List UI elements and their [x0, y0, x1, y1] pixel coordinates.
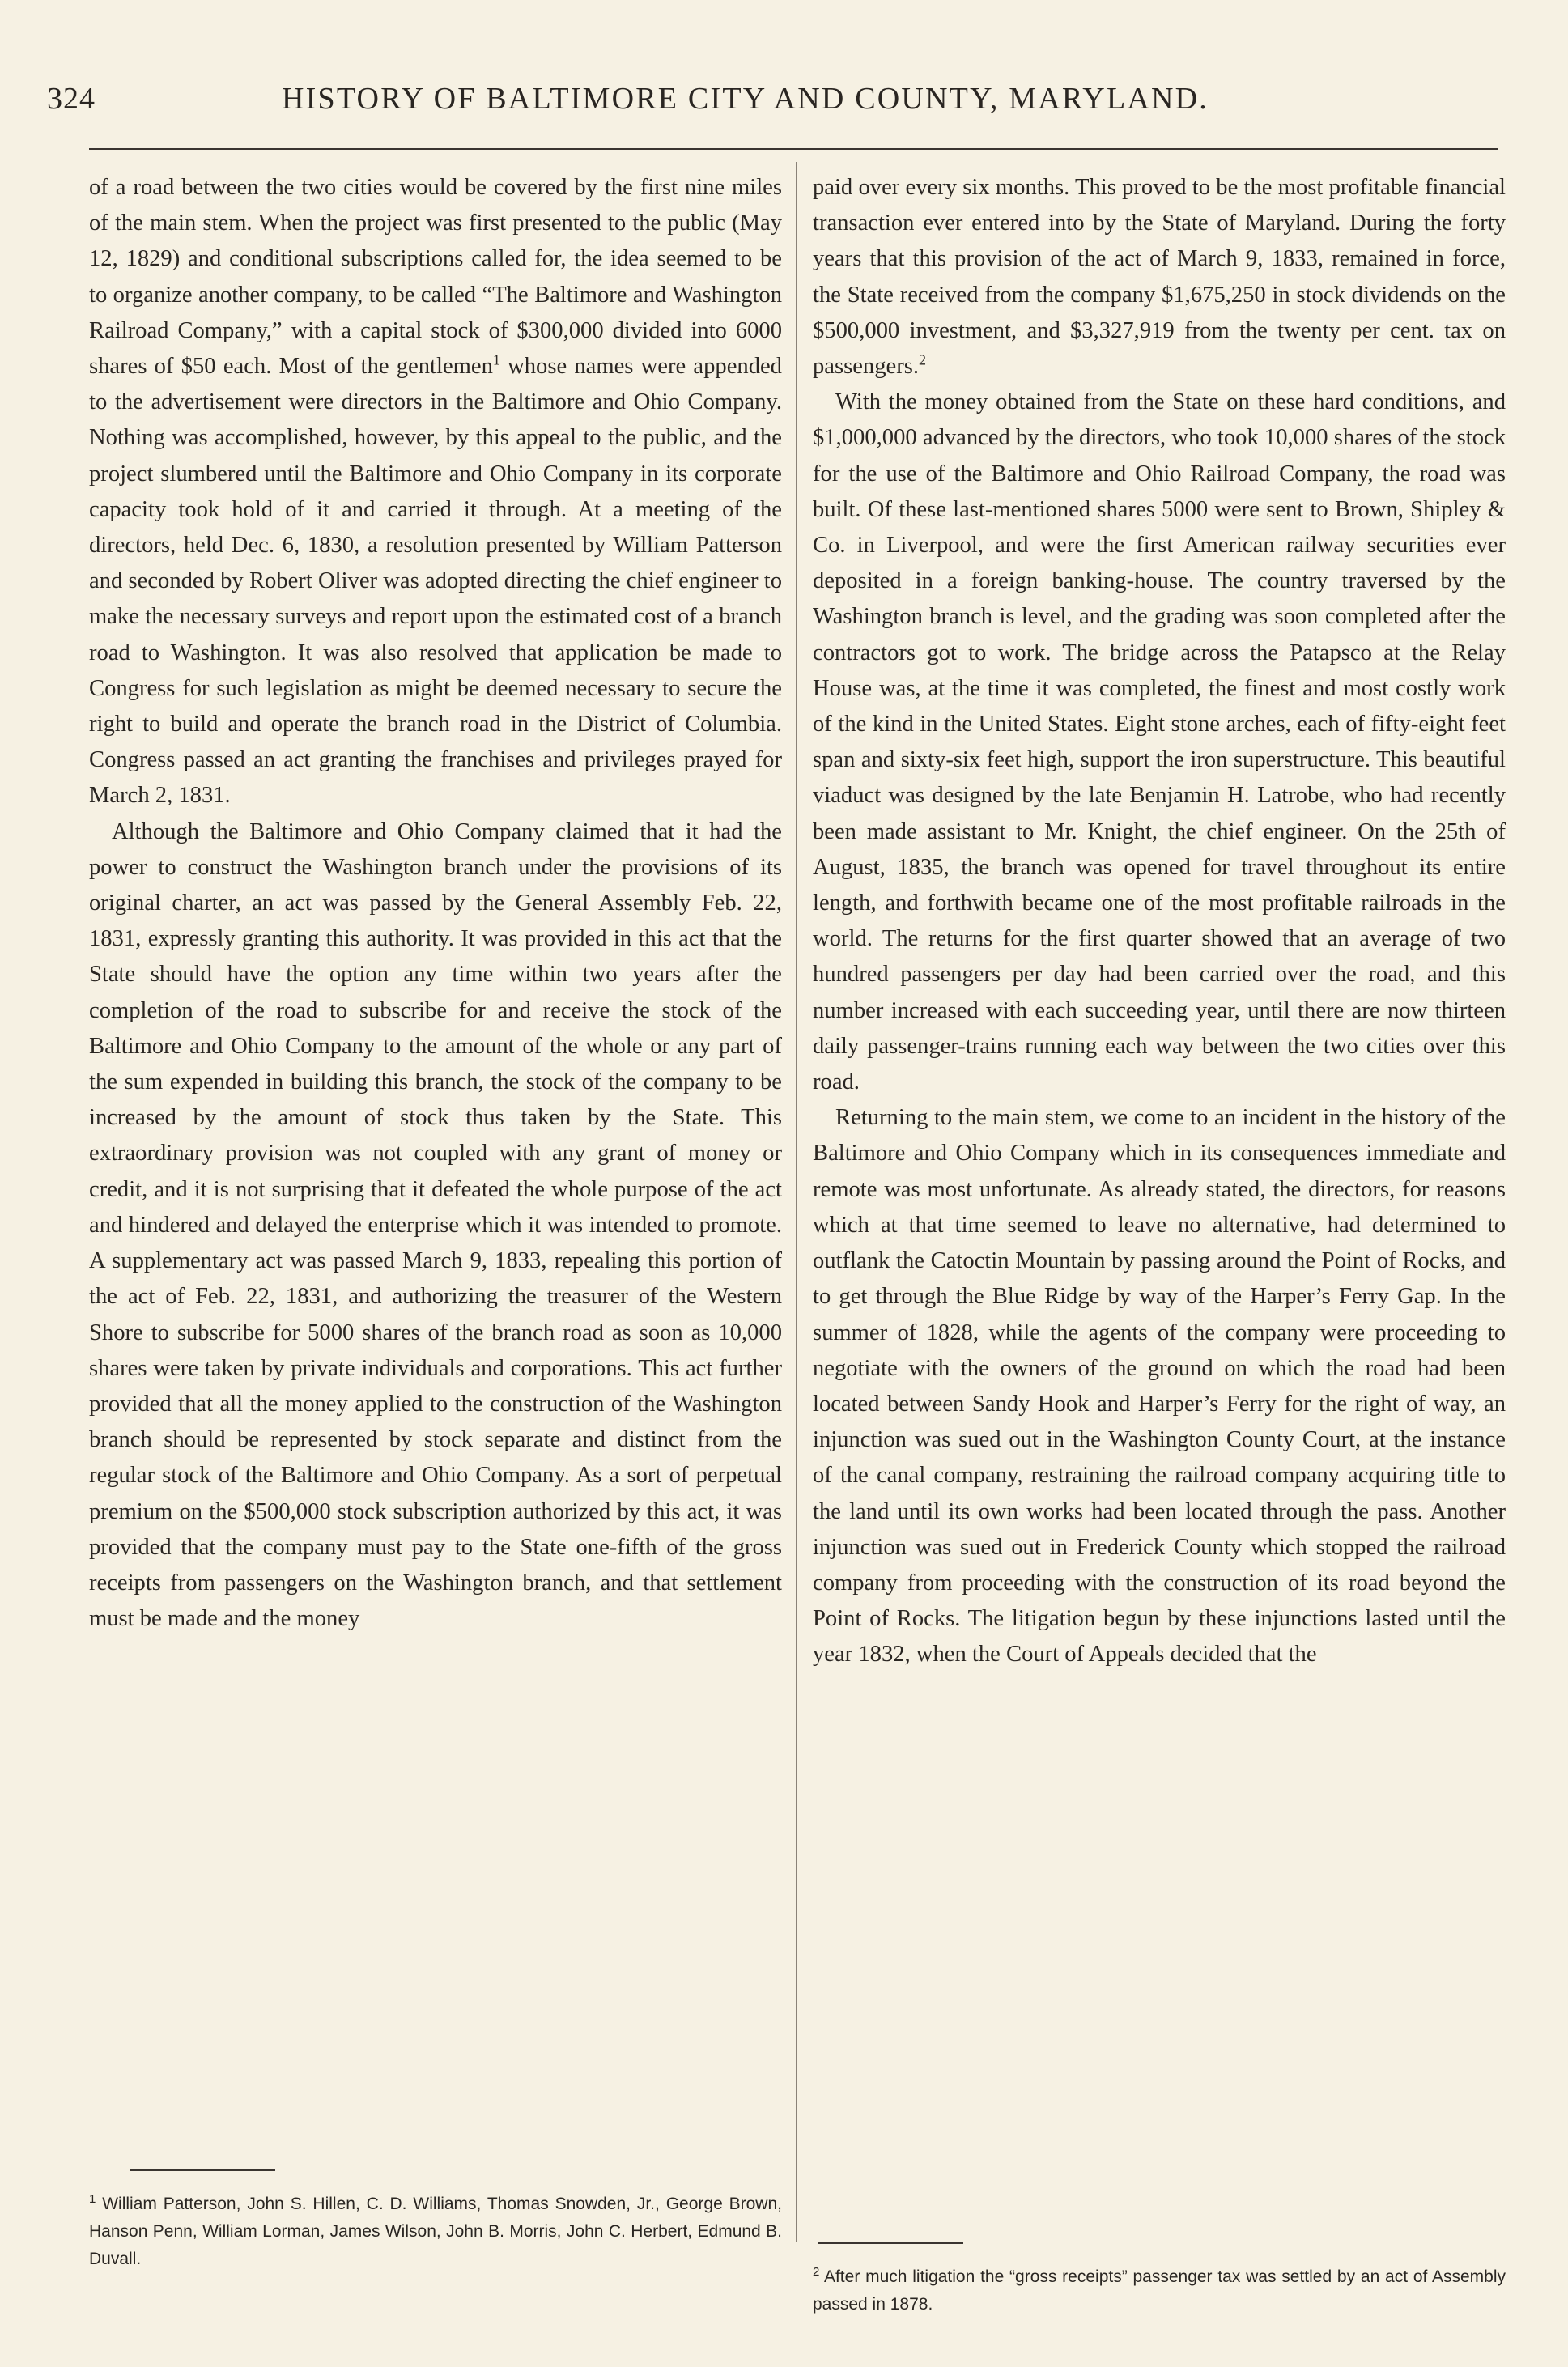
footnote-2 — [813, 2259, 1506, 2318]
left-paragraph-2: Although the Baltimore and Ohio Company claimed that it had the power to construct the Washington branch under the provisions of its original charter, an act was passed by the General Assembly Feb. 22, 1831, expressly granting this authority. It was provided in this act that the State should have the option any time within two years after the completion of the road to subscribe for and receive the stock of the Baltimore and Ohio Company to the amount of the whole or any part of the sum expended in building this branch, the stock of the company to be increased by the amount of stock thus taken by the State. This extraordinary provision was not coupled with any grant of money or credit, and it is not surprising that it defeated the whole purpose of the act and hindered and delayed the enterprise which it was intended to promote. A supplementary act was passed March 9, 1833, repealing this portion of the act of Feb. 22, 1831, and authorizing the treasurer of the Western Shore to subscribe for 5000 shares of the branch road as soon as 10,000 shares were taken by private individuals and corporations. This act further provided that all the money applied to the construction of the Washington branch should be represented by stock separate and distinct from the regular stock of the Baltimore and Ohio Company. As a sort of perpetual premium on the $500,000 stock subscription authorized by this act, it was provided that the company must pay to the State one-fifth of the gross receipts from passengers on the Washington branch, and that settlement must be made and the money — [89, 818, 782, 1632]
footnote-ref-1: 1 — [492, 351, 500, 368]
left-column — [89, 170, 782, 1637]
left-paragraph-1-text-b: whose names were appended to the advertisement were directors in the Baltimore and Ohio Company. Nothing was accomplished, however, by this appeal to the public, and the project slumbered until the Baltimore and Ohio Company in its corporate capacity took hold of it and carried it through. At a meeting of the directors, held Dec. 6, 1830, a resolution presented by William Patterson and seconded by Robert Oliver was adopted directing the chief engineer to make the necessary surveys and report upon the estimated cost of a branch road to Washington. It was also resolved that application be made to Congress for such legislation as might be deemed necessary to secure the right to build and operate the branch road in the District of Columbia. Congress passed an act granting the franchises and privileges prayed for March 2, 1831. — [89, 354, 782, 809]
right-paragraph-3: Returning to the main stem, we come to an incident in the history of the Baltimore and Ohio Company which in its consequences immediate and remote was most unfortunate. As already stated, the directors, for reasons which at that time seemed to leave no alternative, had determined to outflank the Catoctin Mountain by passing around the Point of Rocks, and to get through the Blue Ridge by way of the Harper’s Ferry Gap. In the summer of 1828, while the agents of the company were proceeding to negotiate with the owners of the ground on which the road had been located between Sandy Hook and Harper’s Ferry for the right of way, an injunction was sued out in the Washington County Court, at the instance of the canal company, restraining the railroad company acquiring title to the land until its own works had been located through the pass. Another injunction was sued out in Frederick County which stopped the railroad company from proceeding with the construction of its road beyond the Point of Rocks. The litigation begun by these injunctions lasted until the year 1832, when the Court of Appeals decided that the — [813, 1105, 1506, 1668]
footnote-1-text: William Patterson, John S. Hillen, C. D. Williams, Thomas Snowden, Jr., George Brown, Hanson Penn, William Lorman, James Wilson, John B. Morris, John C. Herbert, Edmund B. Duvall. — [89, 2195, 782, 2268]
footnote-2-mark: 2 — [813, 2265, 820, 2279]
column-divider — [796, 162, 797, 2242]
page-number: 324 — [47, 82, 96, 116]
footnote-1 — [89, 2186, 782, 2273]
running-title: HISTORY OF BALTIMORE CITY AND COUNTY, MARYLAND. — [282, 82, 1209, 116]
left-paragraph-1 — [89, 170, 782, 814]
right-column — [813, 170, 1506, 1673]
left-paragraph-1-text-a: of a road between the two cities would be covered by the first nine miles of the main stem. When the project was first presented to the public (May 12, 1829) and conditional subscriptions called for, the idea seemed to be to organize another company, to be called “The Baltimore and Washington Railroad Company,” with a capital stock of $300,000 divided into 6000 shares of $50 each. Most of the gentlemen — [89, 175, 782, 380]
header-rule — [89, 148, 1498, 150]
footnote-2-text: After much litigation the “gross receipts” passenger tax was settled by an act of Assembly passed in 1878. — [813, 2267, 1506, 2314]
right-paragraph-1-text: paid over every six months. This proved to be the most profitable financial transaction ever entered into by the State of Maryland. During the forty years that this provision of the act of March 9, 1833, remained in force, the State received from the company $1,675,250 in stock dividends on the $500,000 investment, and $3,327,919 from the twenty per cent. tax on passengers. — [813, 175, 1506, 380]
right-paragraph-2: With the money obtained from the State on these hard conditions, and $1,000,000 advanced by the directors, who took 10,000 shares of the stock for the use of the Baltimore and Ohio Railroad Company, the road was built. Of these last-mentioned shares 5000 were sent to Brown, Shipley & Co. in Liverpool, and were the first American railway securities ever deposited in a foreign banking-house. The country traversed by the Washington branch is level, and the grading was soon completed after the contractors got to work. The bridge across the Patapsco at the Relay House was, at the time it was completed, the finest and most costly work of the kind in the United States. Eight stone arches, each of fifty-eight feet span and sixty-six feet high, support the iron superstructure. This beautiful viaduct was designed by the late Benjamin H. Latrobe, who had recently been made assistant to Mr. Knight, the chief engineer. On the 25th of August, 1835, the branch was opened for travel throughout its entire length, and forthwith became one of the most profitable railroads in the world. The returns for the first quarter showed that an average of two hundred passengers per day had been carried over the road, and this number increased with each succeeding year, until there are now thirteen daily passenger-trains running each way between the two cities over this road. — [813, 389, 1506, 1095]
footnote-rule-left — [130, 2169, 275, 2171]
footnote-rule-right — [818, 2242, 963, 2244]
right-paragraph-1 — [813, 170, 1506, 385]
page-header — [47, 81, 1504, 130]
footnote-ref-2: 2 — [919, 351, 927, 368]
footnote-1-mark: 1 — [89, 2192, 96, 2206]
